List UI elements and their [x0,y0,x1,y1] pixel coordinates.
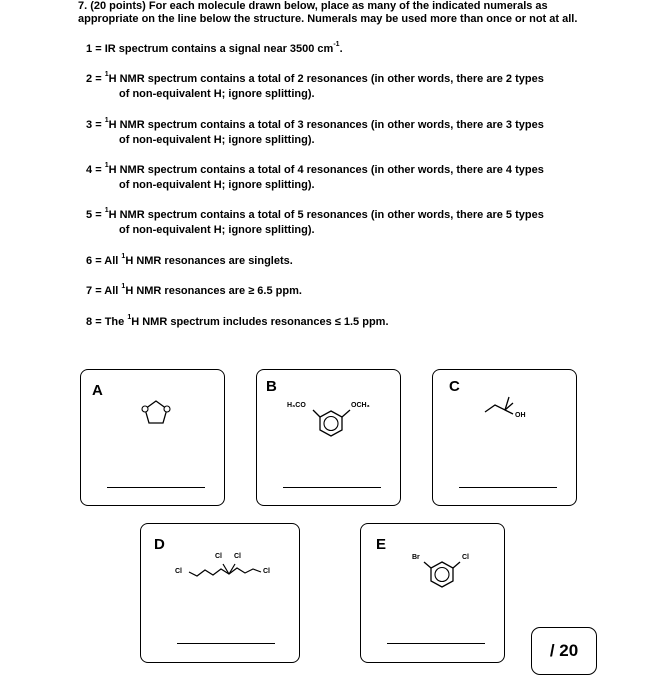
question-text: 7. (20 points) For each molecule drawn below, place as many of the indicated numerals as appropriate on the line below the structure. Numerals may be used more than once or not at all. [78,0,578,25]
structure-c-alcohol [433,370,576,505]
label-oh: OH [515,412,526,419]
criterion-sup: 1 [104,207,109,214]
criterion-text [86,316,389,328]
answer-line-a[interactable] [107,487,205,488]
criterion-equals: = [95,43,102,55]
criterion-text [86,285,302,297]
criterion-equals: = [95,73,102,85]
molecule-box-b [256,369,401,506]
box-letter-a: A [92,382,103,399]
answer-line-e[interactable] [387,643,485,644]
criterion-post: H NMR resonances are ≥ 6.5 ppm. [125,285,302,297]
criterion-number: 8 [86,316,93,328]
criterion-1 [86,42,606,57]
criterion-number: 7 [86,285,93,297]
criterion-3 [86,118,606,148]
criterion-text [86,73,544,85]
criterion-text [86,43,343,55]
criterion-7 [86,284,606,299]
label-cl-3: Cl [175,568,182,575]
criterion-number: 1 [86,43,93,55]
label-br: Br [412,554,420,561]
score-label: / 20 [549,641,579,660]
criterion-post: H NMR spectrum contains a total of 4 resonances (in other words, there are 4 types [108,164,544,176]
label-cl-1: Cl [215,553,222,560]
structure-e-bromochlorobenzene [361,524,504,662]
criterion-sup: 1 [121,283,126,290]
criterion-number: 2 [86,73,93,85]
criterion-number: 4 [86,164,93,176]
criterion-pre: All [104,255,122,267]
criterion-post: . [339,43,343,55]
criterion-continuation: of non-equivalent H; ignore splitting). [119,88,315,100]
answer-line-b[interactable] [283,487,381,488]
answer-line-c[interactable] [459,487,557,488]
criterion-sup: 1 [104,162,109,169]
criterion-equals: = [95,316,102,328]
criterion-sup: -1 [333,41,340,48]
box-letter-c: C [449,378,460,395]
criterion-continuation: of non-equivalent H; ignore splitting). [119,179,315,191]
label-cl-2: Cl [234,553,241,560]
answer-line-d[interactable] [177,643,275,644]
structure-d-chloroalkane [141,524,299,662]
box-letter-b: B [266,378,277,395]
criterion-post: H NMR spectrum contains a total of 2 resonances (in other words, there are 2 types [108,73,544,85]
structure-b-dimethoxybenzene [257,370,400,505]
label-cl: Cl [462,554,469,561]
criterion-post: H NMR spectrum includes resonances ≤ 1.5 ppm. [131,316,389,328]
criterion-number: 5 [86,209,93,221]
criterion-post: H NMR spectrum contains a total of 3 resonances (in other words, there are 3 types [108,119,544,131]
criterion-sup: 1 [127,314,132,321]
criterion-pre: The [104,316,128,328]
score-box [531,627,597,675]
criterion-post: H NMR resonances are singlets. [125,255,293,267]
label-h3co: H₃CO [287,402,306,409]
criterion-8 [86,315,606,330]
criterion-number: 3 [86,119,93,131]
criterion-sup: 1 [104,71,109,78]
criterion-text [86,255,293,267]
box-letter-e: E [376,536,387,553]
criterion-pre: All [104,285,122,297]
structure-a-dioxolane [81,370,224,505]
molecule-box-e [360,523,505,663]
criterion-pre: IR spectrum contains a signal near 3500 cm [104,43,334,55]
criterion-equals: = [95,285,102,297]
criterion-continuation: of non-equivalent H; ignore splitting). [119,224,315,236]
criterion-equals: = [95,209,102,221]
criterion-equals: = [95,255,102,267]
criterion-text [86,164,544,176]
criterion-6 [86,254,606,269]
criterion-5 [86,208,606,238]
molecule-box-a [80,369,225,506]
molecule-box-d [140,523,300,663]
box-letter-d: D [154,536,165,553]
criterion-number: 6 [86,255,93,267]
criterion-post: H NMR spectrum contains a total of 5 resonances (in other words, there are 5 types [108,209,544,221]
criterion-continuation: of non-equivalent H; ignore splitting). [119,134,315,146]
criterion-2 [86,72,606,102]
criterion-text [86,119,544,131]
criterion-4 [86,163,606,193]
criterion-equals: = [95,164,102,176]
molecule-box-c [432,369,577,506]
label-och3: OCH₃ [351,402,370,409]
criterion-sup: 1 [104,117,109,124]
criterion-text [86,209,544,221]
label-cl-4: Cl [263,568,270,575]
criterion-equals: = [95,119,102,131]
criterion-sup: 1 [121,253,126,260]
